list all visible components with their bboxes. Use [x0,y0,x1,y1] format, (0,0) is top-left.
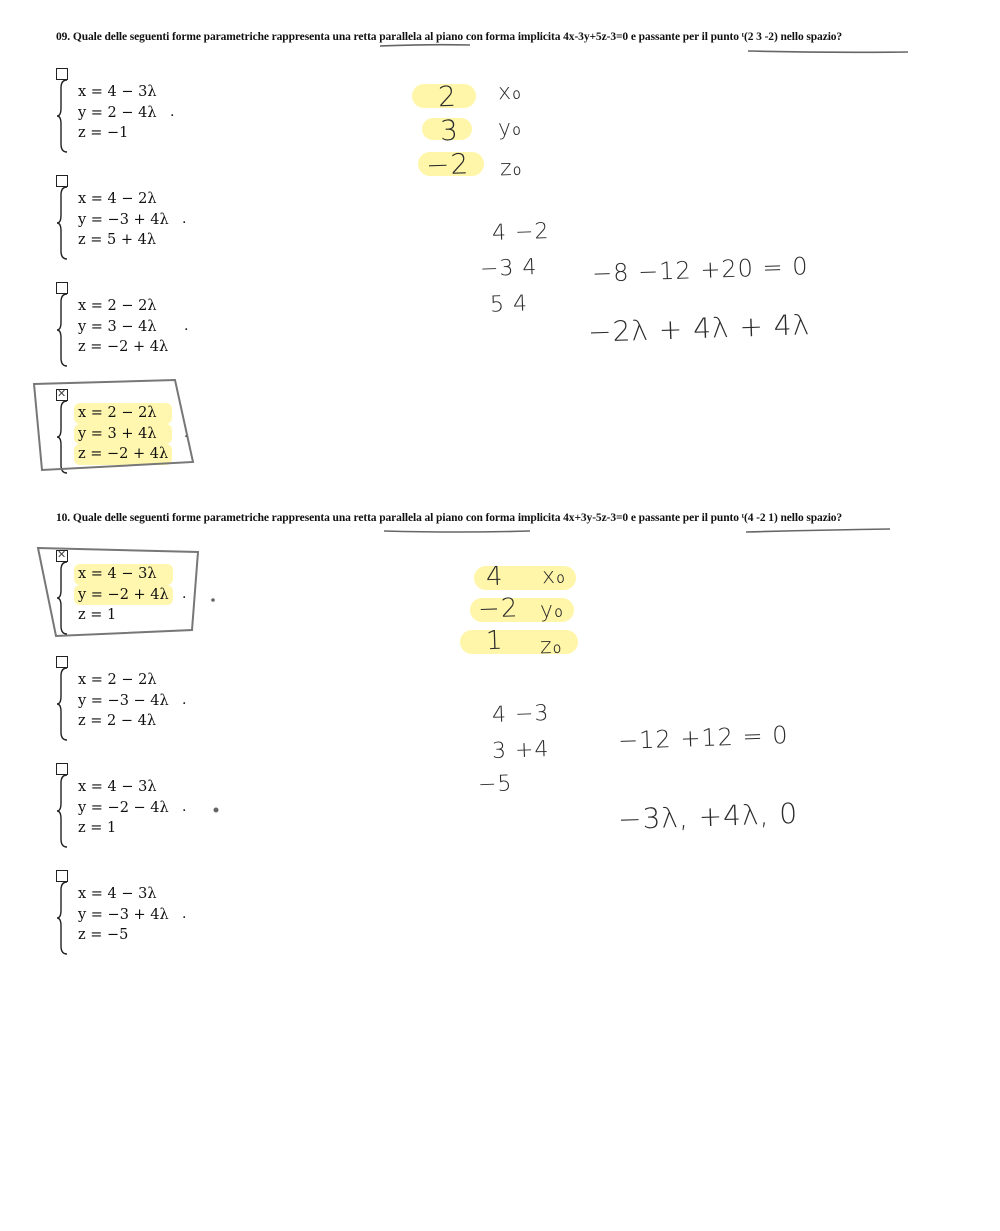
handwritten-note: 4 −2 [491,219,550,246]
q09-b-line-y: y = −3 + 4λ [78,211,169,228]
brace-icon [56,399,70,475]
handwritten-note: −2λ + 4λ + 4λ [587,308,811,349]
q09-d-line-z: z = −2 + 4λ [74,444,172,465]
handwritten-note: x₀ [497,79,523,106]
question-09-text: 09. Quale delle seguenti forme parametriche rappresenta una retta parallela al piano con forma implicita 4x-3y+5z-3=0 e passante per il punto ᵗ(2 3 -2) nello spazio? [56,31,843,43]
brace-icon [56,560,70,636]
q09-option-a[interactable] [56,68,276,158]
underline-stroke [384,531,530,532]
handwritten-note: x₀ [541,563,567,590]
period: . [182,586,187,602]
q09-c-line-x: x = 2 − 2λ [78,298,157,314]
q09-a-line-x: x = 4 − 3λ [78,84,157,100]
underline-stroke [748,51,908,52]
brace-icon [56,292,70,368]
q09-option-d[interactable] [56,389,276,479]
q09-d-line-y: y = 3 + 4λ [74,424,172,445]
handwritten-note: −5 [477,771,513,798]
period: . [182,211,187,227]
q10-option-a[interactable] [56,550,276,640]
q10-a-line-z: z = 1 [78,607,117,623]
q09-b-line-z: z = 5 + 4λ [78,232,157,248]
q09-b-line-x: x = 4 − 2λ [78,191,157,207]
q10-option-c[interactable] [56,763,276,853]
brace-icon [56,185,70,261]
q09-option-b[interactable] [56,175,276,265]
q10-a-line-y: y = −2 + 4λ [74,585,173,606]
period: . [184,318,189,334]
handwritten-note: y₀ [539,597,565,624]
handwritten-note: 2 [437,79,458,114]
handwritten-note: −8 −12 +20 = 0 [591,252,810,288]
q09-a-line-z: z = −1 [78,125,129,141]
q10-d-line-x: x = 4 − 3λ [78,886,157,902]
q10-c-line-z: z = 1 [78,820,117,836]
handwritten-note: 3 +4 [491,737,550,764]
q09-c-line-z: z = −2 + 4λ [78,339,169,355]
underline-stroke [746,529,890,532]
q10-b-line-y: y = −3 − 4λ [78,692,169,709]
handwritten-note: −12 +12 = 0 [617,721,789,755]
underline-stroke [380,45,470,46]
period: . [170,104,175,120]
question-10-text: 10. Quale delle seguenti forme parametriche rappresenta una retta parallela al piano con forma implicita 4x+3y-5z-3=0 e passante per il punto ᵗ(4 -2 1) nello spazio? [56,512,843,524]
handwritten-note: −3 4 [479,255,538,282]
q10-a-line-x: x = 4 − 3λ [74,564,173,585]
q10-option-b[interactable] [56,656,276,746]
period: . [182,906,187,922]
q10-d-line-y: y = −3 + 4λ [78,906,169,923]
handwritten-note: 3 [439,113,460,148]
handwritten-note: −2 [477,593,519,625]
handwritten-note: z₀ [539,633,563,660]
q10-b-line-x: x = 2 − 2λ [78,672,157,688]
q10-c-line-y: y = −2 − 4λ [78,799,169,816]
q09-a-line-y: y = 2 − 4λ [78,104,157,121]
q10-c-line-x: x = 4 − 3λ [78,779,157,795]
handwritten-note: −2 [425,147,470,182]
period: . [182,692,187,708]
handwritten-note: 1 [485,625,505,657]
brace-icon [56,666,70,742]
handwritten-note: z₀ [499,155,523,182]
q10-b-line-z: z = 2 − 4λ [78,713,157,729]
handwritten-note: −3λ, +4λ, 0 [617,796,799,837]
handwritten-note: 4 [485,561,505,593]
handwritten-note: 5 4 [489,291,529,318]
q09-c-line-y: y = 3 − 4λ [78,318,157,335]
handwritten-note: 4 −3 [491,701,550,728]
period: . [184,425,189,441]
q10-option-d[interactable] [56,870,276,960]
q10-d-line-z: z = −5 [78,927,129,943]
period: . [182,799,187,815]
brace-icon [56,773,70,849]
q09-option-c[interactable] [56,282,276,372]
handwritten-note: y₀ [497,115,523,142]
brace-icon [56,880,70,956]
brace-icon [56,78,70,154]
q09-d-line-x: x = 2 − 2λ [74,403,172,424]
